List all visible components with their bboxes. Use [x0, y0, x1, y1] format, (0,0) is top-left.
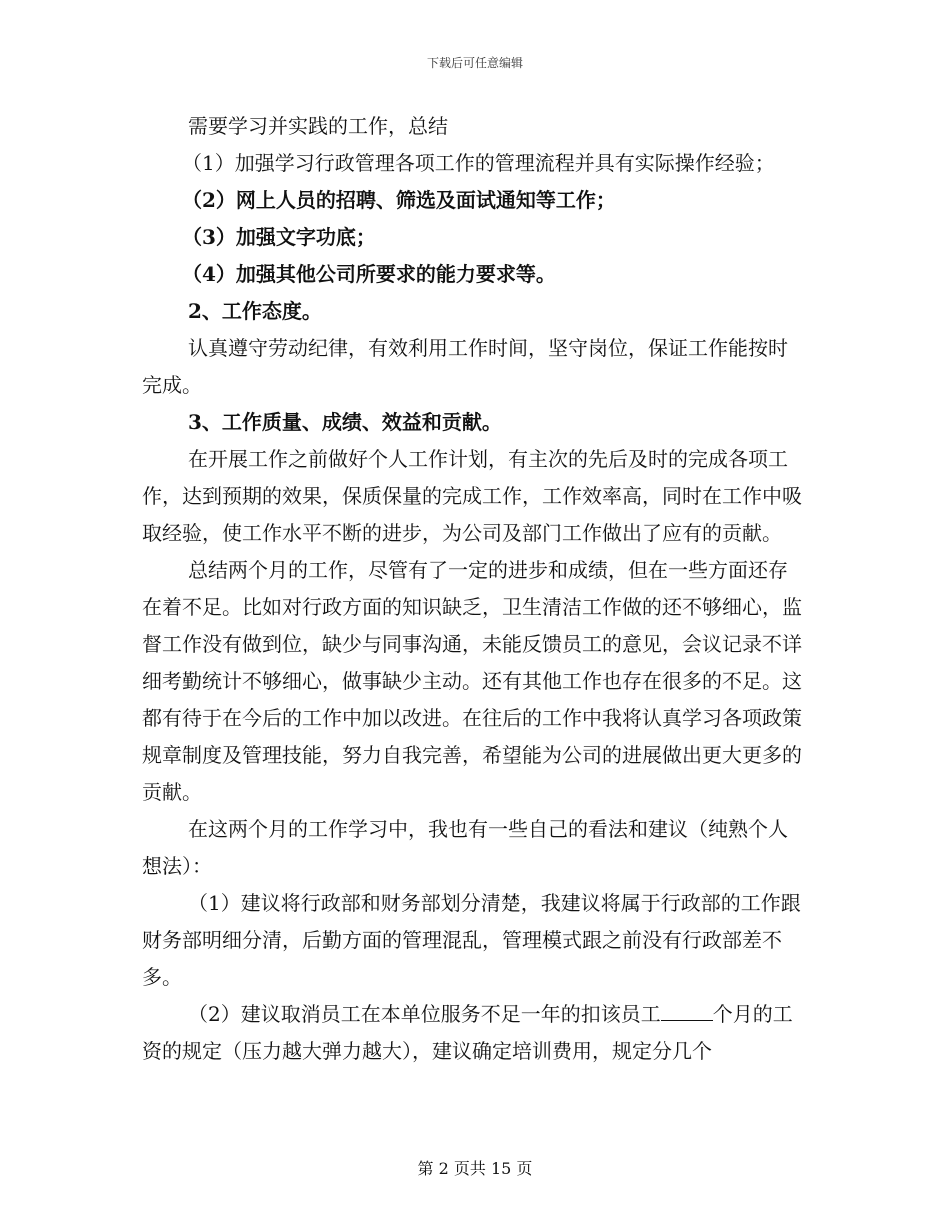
- paragraph-suggestions: 在这两个月的工作学习中，我也有一些自己的看法和建议（纯熟个人想法）：: [142, 817, 788, 878]
- section-heading-2: 2、工作态度。: [188, 299, 322, 323]
- document-body: [142, 108, 807, 1070]
- paragraph-intro: 需要学习并实践的工作，总结: [188, 114, 448, 138]
- paragraph-attitude: 认真遵守劳动纪律，有效利用工作时间，坚守岗位，保证工作能按时完成。: [142, 336, 788, 397]
- suggestion-1: （1）建议将行政部和财务部划分清楚，我建议将属于行政部的工作跟财务部明细分清，后勤方面的管理混乱，管理模式跟之前没有行政部差不多。: [142, 891, 801, 989]
- page-footer: 第 2 页共 15 页: [417, 1159, 533, 1178]
- suggestion-2-part-b: 个月的工资的规定（压力越大弹力越大），建议确定培训费用，规定分几个: [142, 1002, 793, 1063]
- suggestion-2-part-a: （2）建议取消员工在本单位服务不足一年的扣该员工: [188, 1002, 661, 1026]
- suggestion-2: [142, 996, 807, 1070]
- list-item-4: （4）加强其他公司所要求的能力要求等。: [182, 262, 556, 286]
- list-item-1: （1）加强学习行政管理各项工作的管理流程并具有实际操作经验；: [182, 151, 775, 175]
- paragraph-quality: 在开展工作之前做好个人工作计划，有主次的先后及时的完成各项工作，达到预期的效果，保质保量的完成工作，工作效率高，同时在工作中吸取经验，使工作水平不断的进步，为公司及部门工作做出了应有的贡献。: [142, 447, 802, 545]
- list-item-3: （3）加强文字功底；: [182, 225, 376, 249]
- section-heading-3: 3、工作质量、成绩、效益和贡献。: [188, 410, 502, 434]
- page-header: 下载后可任意编辑: [426, 56, 523, 70]
- fill-in-blank: [661, 1000, 713, 1021]
- paragraph-summary: 总结两个月的工作，尽管有了一定的进步和成绩，但在一些方面还存在着不足。比如对行政方面的知识缺乏，卫生清洁工作做的还不够细心，监督工作没有做到位，缺少与同事沟通，未能反馈员工的意见，会议记录不详细考勤统计不够细心，做事缺少主动。还有其他工作也存在很多的不足。这都有待于在今后的工作中加以改进。在往后的工作中我将认真学习各项政策规章制度及管理技能，努力自我完善，希望能为公司的进展做出更大更多的贡献。: [142, 558, 802, 804]
- list-item-2: （2）网上人员的招聘、筛选及面试通知等工作；: [182, 188, 616, 212]
